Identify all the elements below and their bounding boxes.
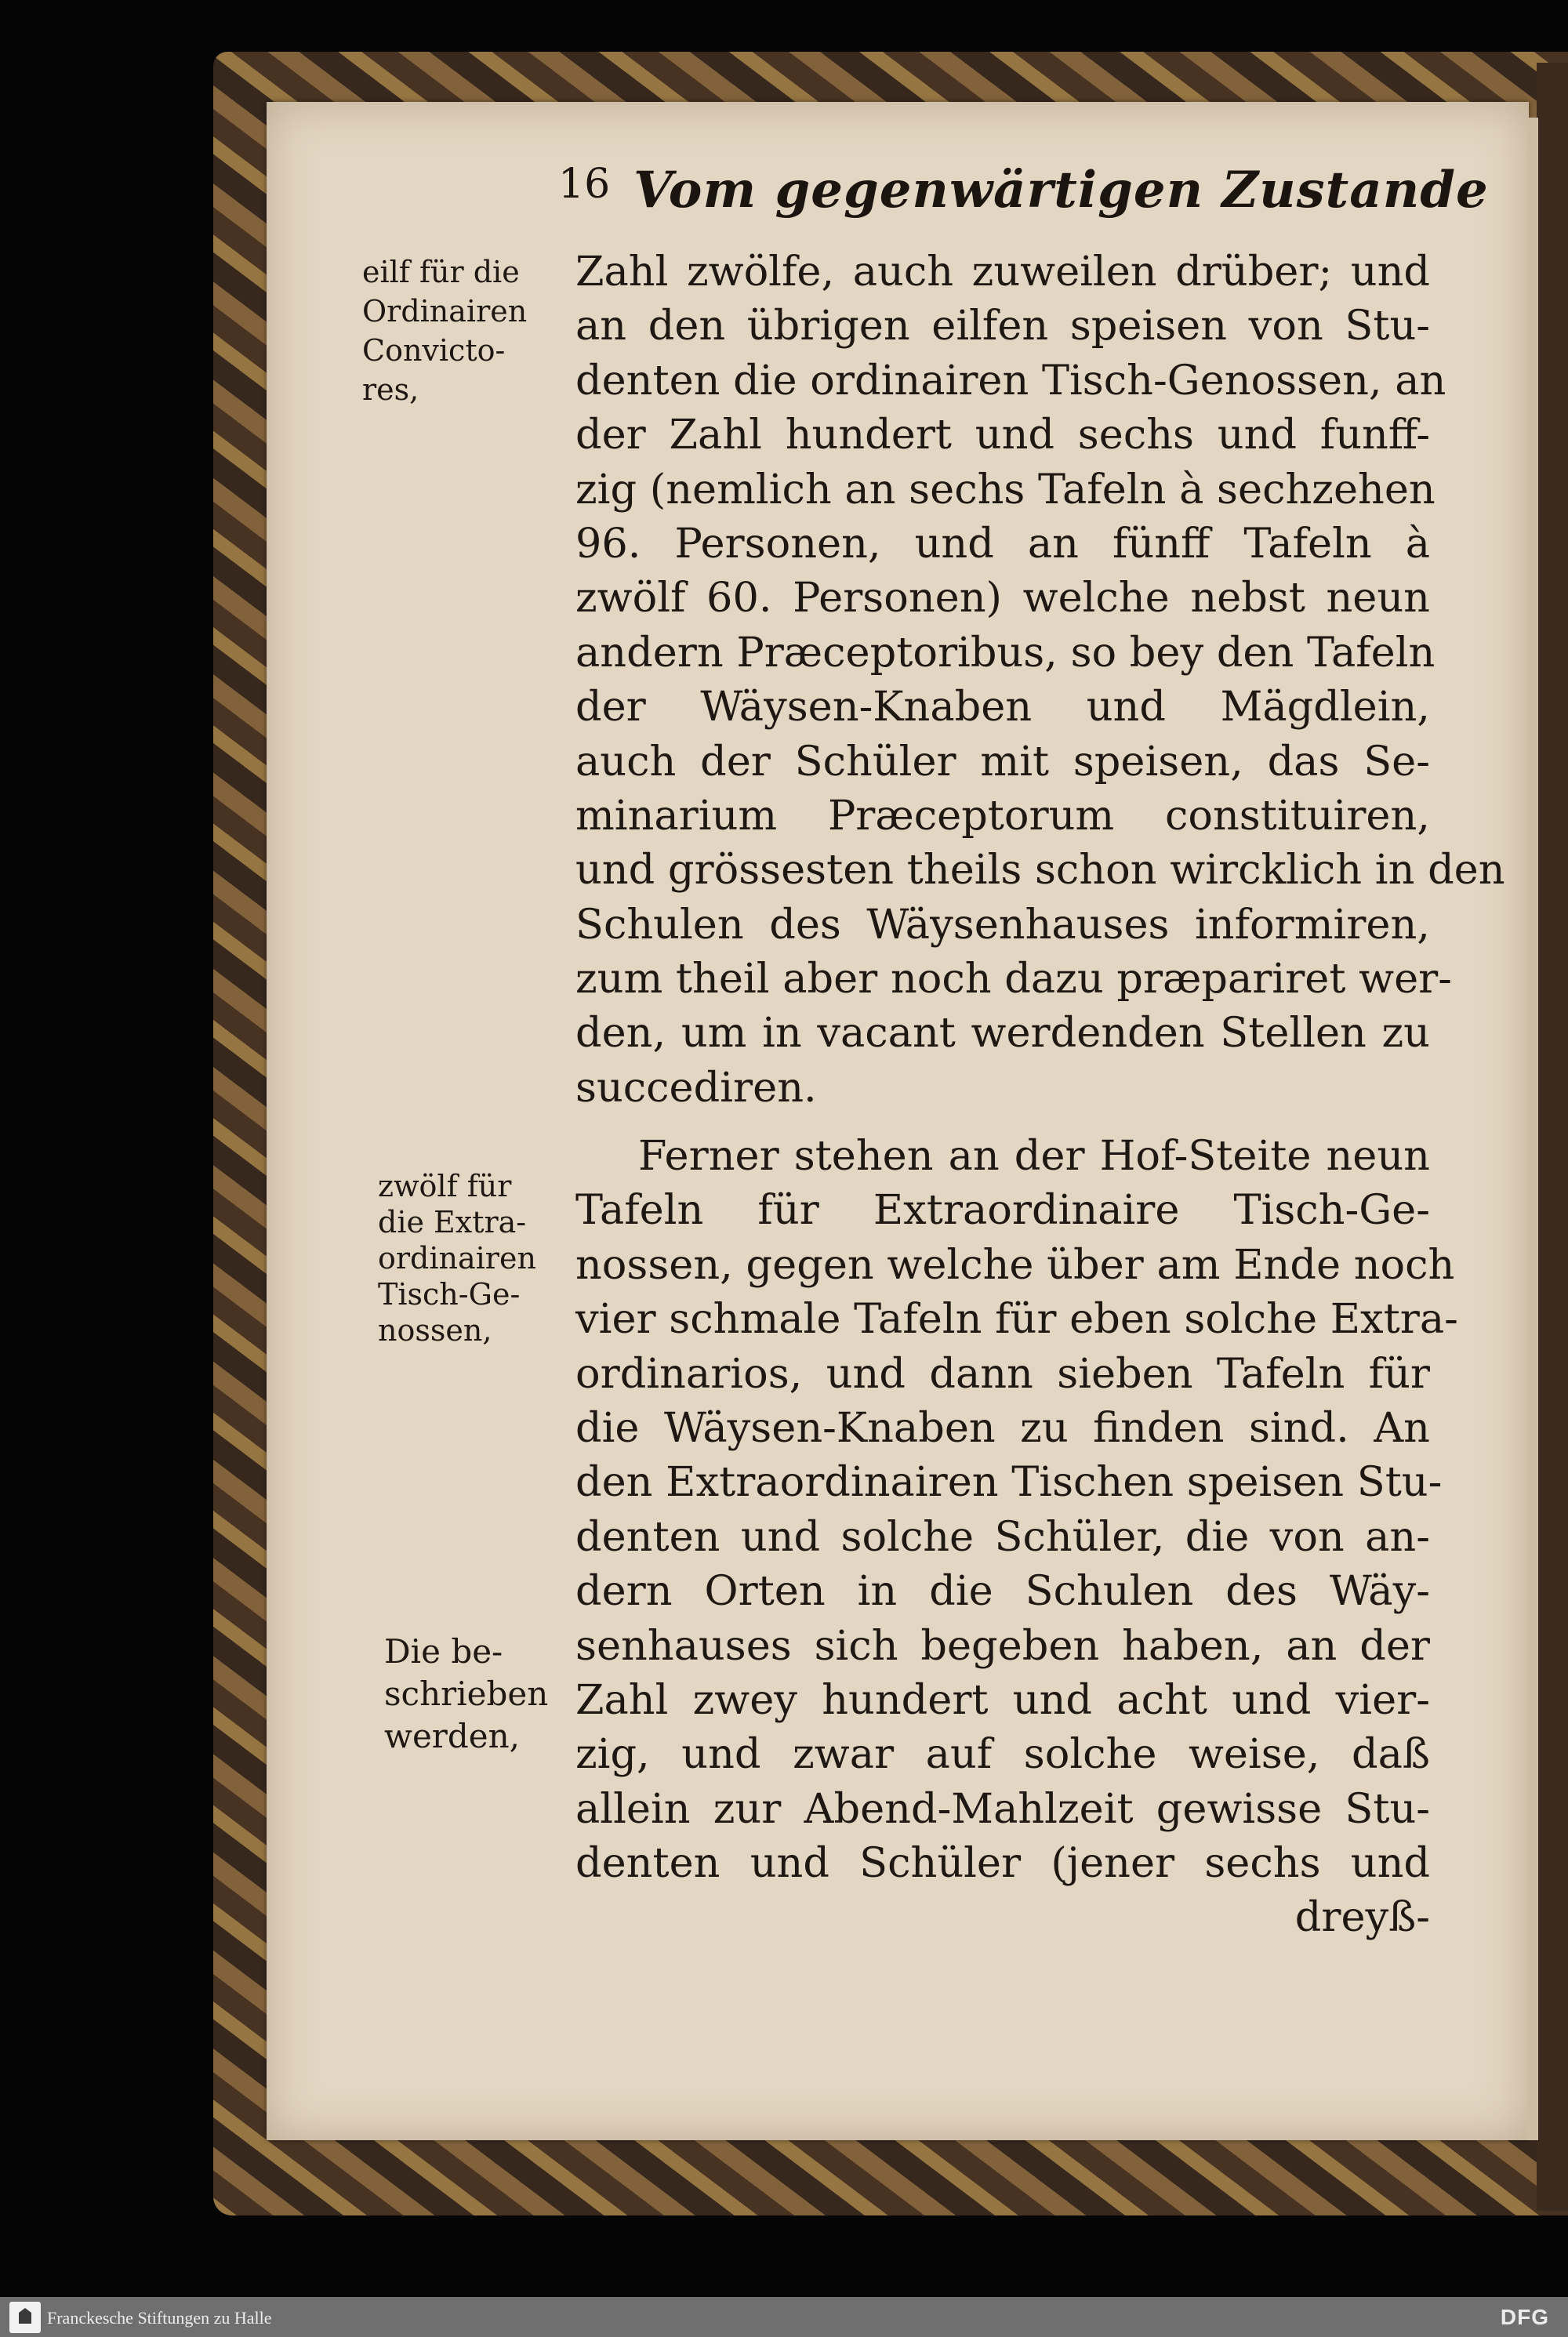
margin-note xyxy=(362,252,527,409)
text-line: Zahl zwey hundert und acht und vier- xyxy=(575,1675,1430,1724)
text-line: dern Orten in die Schulen des Wäy- xyxy=(575,1567,1430,1616)
text-line: denten und Schüler (jener sechs und xyxy=(575,1839,1430,1888)
text-line: succediren. xyxy=(575,1063,817,1112)
text-line: vier schmale Tafeln für eben solche Extra- xyxy=(575,1295,1458,1344)
margin-note-line: res, xyxy=(362,372,419,407)
footer-institution: Franckesche Stiftungen zu Halle xyxy=(47,2308,272,2328)
text-line: nossen, gegen welche über am Ende noch xyxy=(575,1240,1455,1289)
margin-note-line: schrieben xyxy=(384,1675,549,1713)
margin-note xyxy=(378,1168,536,1348)
text-line: andern Præceptoribus, so bey den Tafeln xyxy=(575,628,1436,677)
margin-note-line: nossen, xyxy=(378,1313,492,1348)
text-line: Schulen des Wäysenhauses informiren, xyxy=(575,900,1430,949)
paragraph-2 xyxy=(575,1129,1458,1945)
catchword: dreyß- xyxy=(1294,1893,1430,1942)
text-line: Tafeln für Extraordinaire Tisch-Ge- xyxy=(575,1186,1430,1235)
text-line: 96. Personen, und an fünff Tafeln à xyxy=(575,519,1430,568)
page-number: 16 xyxy=(558,161,611,208)
footer-brand: DFG xyxy=(1500,2305,1549,2329)
text-line: minarium Præceptorum constituiren, xyxy=(575,791,1430,840)
text-line: auch der Schüler mit speisen, das Se- xyxy=(575,737,1430,786)
paragraph-1 xyxy=(575,245,1505,1115)
text-line: zwölf 60. Personen) welche nebst neun xyxy=(575,574,1430,622)
text-line: Zahl zwölfe, auch zuweilen drüber; und xyxy=(575,248,1430,296)
book-cover-edge xyxy=(1537,63,1568,2211)
page-edge xyxy=(1527,118,1538,2140)
text-line: denten die ordinairen Tisch-Genossen, an xyxy=(575,356,1446,405)
margin-note-line: Ordinairen xyxy=(362,294,528,328)
margin-note-line: Tisch-Ge- xyxy=(378,1277,521,1312)
text-line: an den übrigen eilfen speisen von Stu- xyxy=(575,302,1430,350)
text-line: der Wäysen-Knaben und Mägdlein, xyxy=(575,683,1430,731)
margin-note-line: Die be- xyxy=(384,1632,503,1671)
text-line: der Zahl hundert und sechs und funff- xyxy=(575,411,1430,459)
text-line: zum theil aber noch dazu præpariret wer- xyxy=(575,955,1452,1003)
text-line: zig (nemlich an sechs Tafeln à sechzehen xyxy=(575,465,1436,513)
text-line: ordinarios, und dann sieben Tafeln für xyxy=(575,1349,1430,1398)
institution-logo-icon xyxy=(9,2302,41,2333)
running-head: Vom gegenwärtigen Zustande xyxy=(633,161,1489,220)
text-line: den Extraordinairen Tischen speisen Stu- xyxy=(575,1458,1443,1507)
text-line: die Wäysen-Knaben zu finden sind. An xyxy=(575,1403,1430,1452)
text-line: denten und solche Schüler, die von an- xyxy=(575,1512,1430,1561)
text-line: und grössesten theils schon wircklich in den xyxy=(575,846,1505,895)
margin-note-line: zwölf für xyxy=(378,1169,512,1203)
margin-note-line: Convicto- xyxy=(362,333,506,368)
margin-note-line: werden, xyxy=(384,1717,521,1755)
text-line: Ferner stehen an der Hof-Steite neun xyxy=(638,1132,1430,1180)
margin-note-line: ordinairen xyxy=(378,1241,536,1276)
margin-note-line: eilf für die xyxy=(362,255,520,289)
text-line: allein zur Abend-Mahlzeit gewisse Stu- xyxy=(575,1784,1430,1833)
margin-note-line: die Extra- xyxy=(378,1205,527,1239)
margin-note xyxy=(384,1631,548,1758)
text-line: senhauses sich begeben haben, an der xyxy=(575,1621,1430,1670)
text-line: zig, und zwar auf solche weise, daß xyxy=(575,1730,1430,1779)
text-line: den, um in vacant werdenden Stellen zu xyxy=(575,1009,1430,1058)
